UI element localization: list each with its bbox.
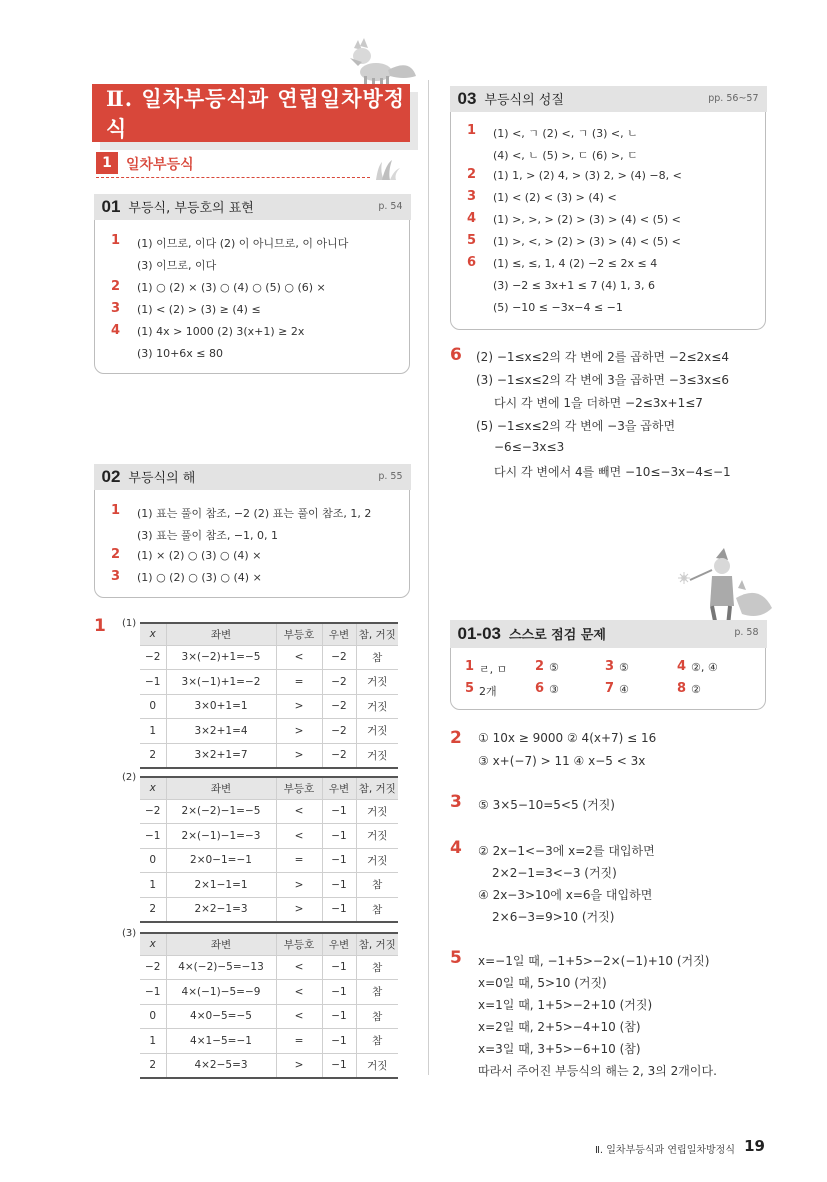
answer-line: (1) 표는 풀이 참조, −2 (2) 표는 풀이 참조, 1, 2 [137, 507, 372, 520]
answer-line: (1) 이므로, 이다 (2) 이 아니므로, 이 아니다 [137, 237, 349, 250]
table-cell: −1 [322, 1004, 356, 1029]
answer-line: (1) ○ (2) × (3) ○ (4) ○ (5) ○ (6) × [137, 281, 326, 294]
review-box [450, 620, 766, 710]
review-answer-value: ④ [619, 683, 629, 696]
box-03-page-ref: pp. 56~57 [708, 92, 759, 104]
table-cell: 4×2−5=3 [166, 1053, 276, 1078]
column-header: x [140, 623, 166, 645]
table-cell: 3×2+1=4 [166, 719, 276, 744]
answer-line: (1) < (2) > (3) ≥ (4) ≤ [137, 303, 261, 316]
table-cell: 거짓 [356, 799, 398, 824]
answer-number: 3 [467, 189, 477, 204]
solution-line: 다시 각 변에 1을 더하면 −2≤3x+1≤7 [494, 396, 703, 410]
table-cell: 2×(−1)−1=−3 [166, 824, 276, 849]
table-cell: −1 [322, 1029, 356, 1054]
box-02 [94, 464, 410, 598]
box-01-title: 부등식, 부등호의 표현 [128, 201, 254, 216]
table-cell: > [276, 719, 322, 744]
grass-icon [372, 160, 402, 180]
review-answer-value: 2개 [479, 685, 497, 698]
table-row [140, 873, 398, 898]
answer-number: 5 [467, 233, 477, 248]
box-03-header [450, 86, 767, 112]
table-row [140, 824, 398, 849]
answer-line: (3) −2 ≤ 3x+1 ≤ 7 (4) 1, 3, 6 [493, 279, 655, 292]
table-cell: = [276, 848, 322, 873]
truth-table [140, 622, 398, 769]
answer-line: (5) −10 ≤ −3x−4 ≤ −1 [493, 301, 623, 314]
table-cell: 3×(−2)+1=−5 [166, 645, 276, 670]
table-cell: 1 [140, 719, 166, 744]
answer-number: 2 [111, 279, 121, 294]
box-03 [450, 86, 766, 330]
answer-line: (1) × (2) ○ (3) ○ (4) × [137, 549, 262, 562]
answer-line: (3) 10+6x ≤ 80 [137, 347, 224, 360]
answer-line: (1) >, <, > (2) > (3) > (4) < (5) < [493, 235, 681, 248]
review-answer-number: 8 [677, 681, 687, 696]
table-header-row [140, 623, 398, 645]
table-cell: 참 [356, 645, 398, 670]
solution-number: 6 [450, 345, 462, 365]
section-title: 일차부등식 [126, 157, 194, 173]
table-row [140, 897, 398, 922]
column-header: 좌변 [166, 777, 276, 799]
box-01-header [94, 194, 411, 220]
review-answer-number: 7 [605, 681, 615, 696]
table-cell: −1 [322, 955, 356, 980]
table-cell: −1 [322, 824, 356, 849]
table-cell: 참 [356, 1004, 398, 1029]
table-label: (1) [122, 618, 137, 629]
answer-line: (3) 표는 풀이 참조, −1, 0, 1 [137, 529, 279, 542]
chapter-title: Ⅱ. 일차부등식과 연립일차방정식 [92, 84, 410, 142]
box-03-title: 부등식의 성질 [484, 93, 564, 108]
table-cell: = [276, 1029, 322, 1054]
truth-table [140, 776, 398, 923]
solution-line: (5) −1≤x≤2의 각 변에 −3을 곱하면 [476, 419, 676, 433]
table-row [140, 980, 398, 1005]
table-cell: −1 [140, 824, 166, 849]
table-cell: 거짓 [356, 743, 398, 768]
table-cell: > [276, 873, 322, 898]
table-row [140, 1004, 398, 1029]
column-header: x [140, 777, 166, 799]
table-cell: −2 [322, 670, 356, 695]
solution-number: 4 [450, 838, 462, 858]
solution-line: 따라서 주어진 부등식의 해는 2, 3의 2개이다. [478, 1064, 717, 1078]
table-cell: 2×2−1=3 [166, 897, 276, 922]
table-cell: −1 [322, 897, 356, 922]
table-cell: −1 [322, 980, 356, 1005]
table-cell: 4×1−5=−1 [166, 1029, 276, 1054]
answer-line: (1) < (2) < (3) > (4) < [493, 191, 617, 204]
solution-line: x=0일 때, 5>10 (거짓) [478, 976, 607, 990]
table-cell: 거짓 [356, 1053, 398, 1078]
column-header: 우변 [322, 777, 356, 799]
table-row [140, 955, 398, 980]
table-cell: 거짓 [356, 694, 398, 719]
table-cell: 2×0−1=−1 [166, 848, 276, 873]
table-cell: 1 [140, 873, 166, 898]
review-answer-number: 3 [605, 659, 615, 674]
box-02-title: 부등식의 해 [128, 471, 196, 486]
table-cell: 2 [140, 1053, 166, 1078]
table-cell: 4×0−5=−5 [166, 1004, 276, 1029]
section-number: 1 [96, 152, 118, 174]
table-cell: 1 [140, 1029, 166, 1054]
table-cell: 거짓 [356, 719, 398, 744]
review-answer-value: ② [691, 683, 701, 696]
table-cell: −2 [322, 743, 356, 768]
table-cell: 2 [140, 897, 166, 922]
answer-line: (1) ≤, ≤, 1, 4 (2) −2 ≤ 2x ≤ 4 [493, 257, 658, 270]
table-cell: 0 [140, 694, 166, 719]
table-row [140, 1053, 398, 1078]
table-label: (2) [122, 772, 137, 783]
review-answer-value: ②, ④ [691, 661, 718, 674]
table-row [140, 848, 398, 873]
table-cell: 2×1−1=1 [166, 873, 276, 898]
solution-line: x=3일 때, 3+5>−6+10 (참) [478, 1042, 641, 1056]
table-header-row [140, 933, 398, 955]
box-02-number: 02 [101, 466, 121, 486]
solution-line: ② 2x−1<−3에 x=2를 대입하면 [478, 844, 655, 858]
table-row [140, 799, 398, 824]
column-header: 부등호 [276, 623, 322, 645]
truth-table [140, 932, 398, 1079]
table-cell: −2 [140, 799, 166, 824]
column-divider [428, 80, 429, 1075]
answer-number: 2 [111, 547, 121, 562]
answer-number: 6 [467, 255, 477, 270]
answer-number: 2 [467, 167, 477, 182]
column-header: 참, 거짓 [356, 777, 398, 799]
column-header: 부등호 [276, 777, 322, 799]
table-cell: 거짓 [356, 670, 398, 695]
solution-line: −6≤−3x≤3 [494, 440, 565, 454]
table-cell: 2×(−2)−1=−5 [166, 799, 276, 824]
solution-line: ④ 2x−3>10에 x=6을 대입하면 [478, 888, 653, 902]
solution-line: 다시 각 변에서 4를 빼면 −10≤−3x−4≤−1 [494, 465, 731, 479]
table-cell: 참 [356, 897, 398, 922]
table-cell: = [276, 670, 322, 695]
table-cell: −2 [140, 955, 166, 980]
box-02-header [94, 464, 411, 490]
column-header: 우변 [322, 933, 356, 955]
solution-number: 5 [450, 948, 462, 968]
review-answer-number: 2 [535, 659, 545, 674]
solution-line: (2) −1≤x≤2의 각 변에 2를 곱하면 −2≤2x≤4 [476, 350, 729, 364]
box-01-page-ref: p. 54 [378, 200, 403, 212]
table-cell: < [276, 955, 322, 980]
table-cell: −1 [140, 980, 166, 1005]
table-row [140, 645, 398, 670]
table-row [140, 719, 398, 744]
solution-line: ③ x+(−7) > 11 ④ x−5 < 3x [478, 754, 646, 768]
column-header: 참, 거짓 [356, 933, 398, 955]
column-header: x [140, 933, 166, 955]
table-cell: 참 [356, 980, 398, 1005]
table-row [140, 694, 398, 719]
table-cell: 참 [356, 1029, 398, 1054]
solution-line: ⑤ 3×5−10=5<5 (거짓) [478, 798, 615, 812]
review-answer-number: 6 [535, 681, 545, 696]
column-header: 좌변 [166, 623, 276, 645]
table-cell: −2 [140, 645, 166, 670]
answer-number: 1 [467, 123, 477, 138]
table-cell: > [276, 743, 322, 768]
box-01-number: 01 [101, 196, 121, 216]
box-01 [94, 194, 410, 374]
table-cell: < [276, 645, 322, 670]
answer-number: 3 [111, 569, 121, 584]
table-cell: 3×(−1)+1=−2 [166, 670, 276, 695]
table-cell: −1 [322, 873, 356, 898]
answer-number: 1 [111, 503, 121, 518]
table-cell: −1 [322, 799, 356, 824]
review-number: 01-03 [457, 623, 501, 643]
review-answer-number: 5 [465, 681, 475, 696]
solution-number: 3 [450, 792, 462, 812]
table-cell: −1 [322, 848, 356, 873]
answer-number: 4 [111, 323, 121, 338]
footer-chapter-title: Ⅱ. 일차부등식과 연립일차방정식 [594, 1145, 735, 1156]
solution-line: x=2일 때, 2+5>−4+10 (참) [478, 1020, 641, 1034]
answer-line: (4) <, ㄴ (5) >, ㄷ (6) >, ㄷ [493, 149, 638, 162]
column-header: 부등호 [276, 933, 322, 955]
table-cell: −2 [322, 694, 356, 719]
table-row [140, 670, 398, 695]
table-cell: < [276, 980, 322, 1005]
table-cell: < [276, 1004, 322, 1029]
box-03-number: 03 [457, 88, 477, 108]
table-cell: > [276, 1053, 322, 1078]
table-label: (3) [122, 928, 137, 939]
answer-line: (1) <, ㄱ (2) <, ㄱ (3) <, ㄴ [493, 127, 638, 140]
review-header [450, 620, 767, 648]
column-header: 좌변 [166, 933, 276, 955]
answer-line: (1) 4x > 1000 (2) 3(x+1) ≥ 2x [137, 325, 305, 338]
table-cell: 0 [140, 1004, 166, 1029]
answer-number: 3 [111, 301, 121, 316]
review-answer-number: 4 [677, 659, 687, 674]
table-cell: < [276, 824, 322, 849]
answer-number: 4 [467, 211, 477, 226]
review-answer-value: ③ [549, 683, 559, 696]
answer-line: (1) 1, > (2) 4, > (3) 2, > (4) −8, < [493, 169, 682, 182]
table-cell: 4×(−2)−5=−13 [166, 955, 276, 980]
review-page-ref: p. 58 [734, 626, 759, 638]
solution-number: 2 [450, 728, 462, 748]
review-title: 스스로 점검 문제 [508, 628, 606, 643]
table-cell: 2 [140, 743, 166, 768]
review-answer-value: ⑤ [549, 661, 559, 674]
column-header: 참, 거짓 [356, 623, 398, 645]
answer-line: (3) 이므로, 이다 [137, 259, 217, 272]
table-cell: 거짓 [356, 824, 398, 849]
table-cell: 3×0+1=1 [166, 694, 276, 719]
solution-line: x=−1일 때, −1+5>−2×(−1)+10 (거짓) [478, 954, 710, 968]
review-answer-value: ⑤ [619, 661, 629, 674]
column-header: 우변 [322, 623, 356, 645]
solution-line: ① 10x ≥ 9000 ② 4(x+7) ≤ 16 [478, 731, 657, 745]
table-cell: −1 [140, 670, 166, 695]
table-row [140, 1029, 398, 1054]
table-cell: 3×2+1=7 [166, 743, 276, 768]
solution-line: 2×6−3=9>10 (거짓) [492, 910, 615, 924]
answer-line: (1) ○ (2) ○ (3) ○ (4) × [137, 571, 262, 584]
table-header-row [140, 777, 398, 799]
table-cell: > [276, 897, 322, 922]
box-02-page-ref: p. 55 [378, 470, 403, 482]
table-cell: −2 [322, 645, 356, 670]
table-cell: > [276, 694, 322, 719]
table-cell: 0 [140, 848, 166, 873]
solution-line: (3) −1≤x≤2의 각 변에 3을 곱하면 −3≤3x≤6 [476, 373, 729, 387]
table-row [140, 743, 398, 768]
solution-line: x=1일 때, 1+5>−2+10 (거짓) [478, 998, 653, 1012]
answer-line: (1) >, >, > (2) > (3) > (4) < (5) < [493, 213, 681, 226]
table-cell: < [276, 799, 322, 824]
table-cell: 4×(−1)−5=−9 [166, 980, 276, 1005]
table-cell: −2 [322, 719, 356, 744]
solution-line: 2×2−1=3<−3 (거짓) [492, 866, 617, 880]
solution-number: 1 [94, 616, 106, 636]
table-cell: 참 [356, 873, 398, 898]
answer-number: 1 [111, 233, 121, 248]
table-cell: −1 [322, 1053, 356, 1078]
table-cell: 참 [356, 955, 398, 980]
table-cell: 거짓 [356, 848, 398, 873]
review-answer-value: ㄹ, ㅁ [479, 663, 508, 676]
review-answer-number: 1 [465, 659, 475, 674]
page-number: 19 [744, 1137, 765, 1155]
wizard-fox-illustration [676, 548, 776, 628]
